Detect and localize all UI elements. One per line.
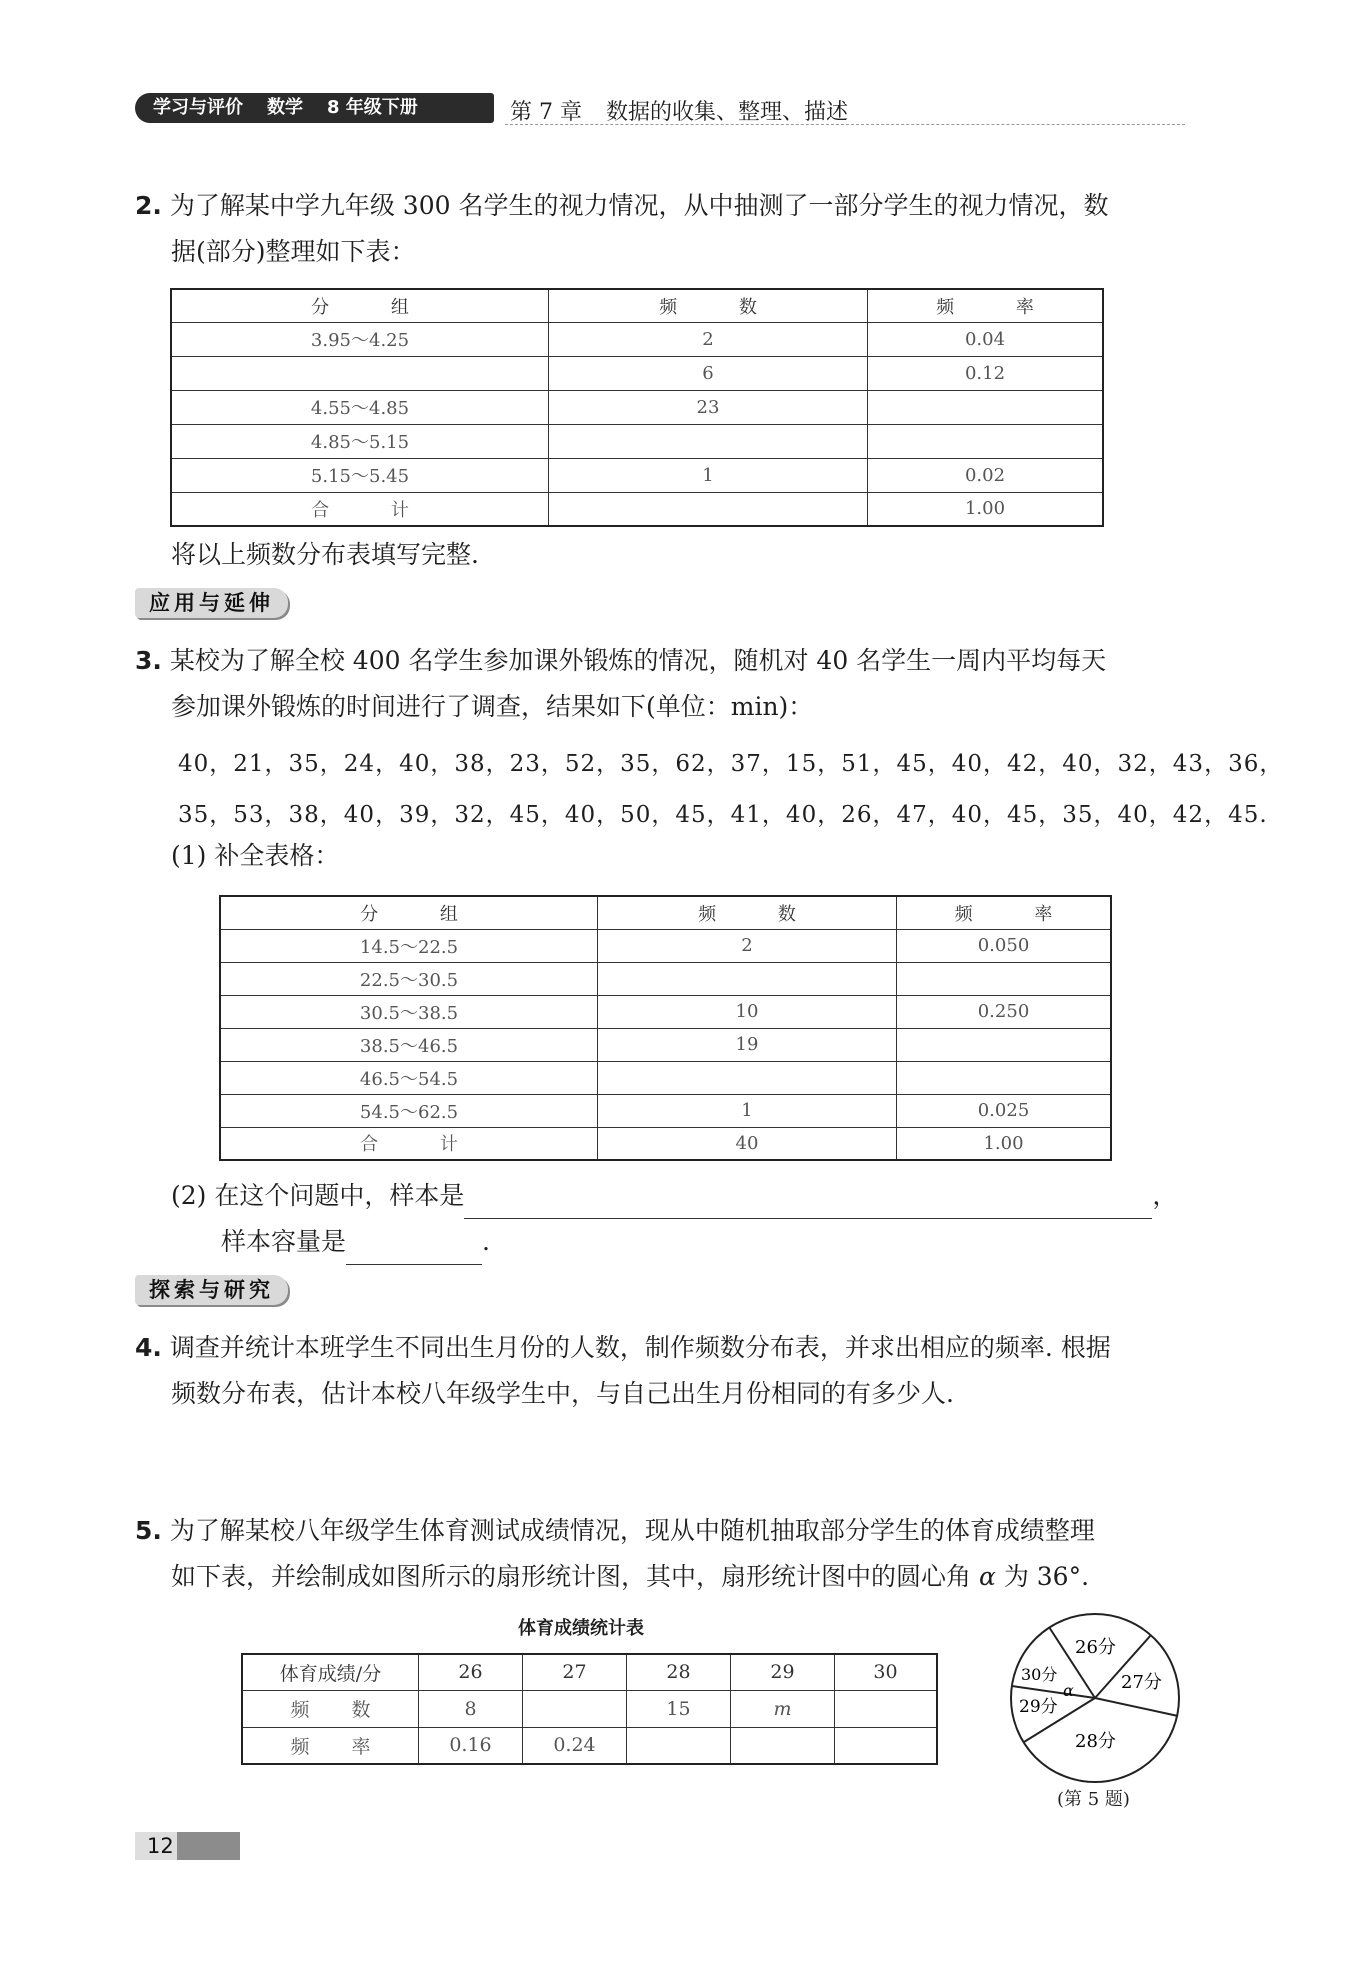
cell-group: 54.5～62.5 (220, 1094, 598, 1127)
q5-line2 (171, 1554, 1089, 1600)
table-total-row (220, 1127, 1111, 1160)
pie-label-29: 29分 (1019, 1697, 1058, 1717)
alpha-symbol: α (978, 1562, 996, 1591)
cell-total-count (549, 492, 868, 526)
q2-number: 2. (135, 191, 162, 220)
header-rate: 频 率 (897, 896, 1112, 929)
q3-sub2-comma: ， (1152, 1181, 1178, 1210)
cell-rate (897, 962, 1112, 995)
table-row (220, 929, 1111, 962)
cell-rate: 0.04 (868, 322, 1104, 356)
pie-label-30: 30分 (1021, 1665, 1058, 1684)
table-row (220, 1094, 1111, 1127)
table-row-rate (242, 1727, 937, 1764)
cell-rate: 0.250 (897, 995, 1112, 1028)
cell-rate-26: 0.16 (419, 1727, 523, 1764)
q5-table-title: 体育成绩统计表 (518, 1618, 644, 1639)
cell-total-rate: 1.00 (868, 492, 1104, 526)
q4-text1: 调查并统计本班学生不同出生月份的人数，制作频数分布表，并求出相应的频率. 根据 (169, 1333, 1111, 1362)
cell-rate (897, 1061, 1112, 1094)
q3-line2: 参加课外锻炼的时间进行了调查，结果如下(单位：min)： (171, 692, 814, 721)
q2-frequency-table (170, 288, 1104, 527)
cell-count-26: 8 (419, 1690, 523, 1727)
cell-group: 3.95～4.25 (171, 322, 549, 356)
q3-line1 (135, 638, 1106, 684)
section-explore-research: 探索与研究 (135, 1275, 288, 1305)
q3-frequency-table (219, 895, 1112, 1161)
table-header-row (171, 289, 1103, 322)
pie-angle-alpha: α (1063, 1681, 1074, 1700)
section-apply-extend: 应用与延伸 (135, 588, 288, 618)
cell-score-26: 26 (419, 1654, 523, 1690)
cell-group: 30.5～38.5 (220, 995, 598, 1028)
header-rate: 频 率 (868, 289, 1104, 322)
cell-count: 10 (598, 995, 897, 1028)
cell-rate-29 (731, 1727, 835, 1764)
cell-count: 1 (598, 1094, 897, 1127)
chapter-number: 第 7 章 (510, 100, 582, 125)
table-row (171, 356, 1103, 390)
cell-group: 4.55～4.85 (171, 390, 549, 424)
cell-group: 5.15～5.45 (171, 458, 549, 492)
q3-number: 3. (135, 646, 162, 675)
header-divider (505, 124, 1185, 125)
q3-sub2-size-prompt: 样本容量是 (221, 1227, 347, 1256)
q5-line1 (135, 1508, 1095, 1554)
table-row (171, 458, 1103, 492)
q4-line2: 频数分布表，估计本校八年级学生中，与自己出生月份相同的有多少人. (171, 1379, 954, 1408)
cell-count-28: 15 (627, 1690, 731, 1727)
cell-rate-label: 频 率 (242, 1727, 419, 1764)
cell-group: 38.5～46.5 (220, 1028, 598, 1061)
q5-text2a: 如下表，并绘制成如图所示的扇形统计图，其中，扇形统计图中的圆心角 (171, 1562, 972, 1591)
q2-instruction: 将以上频数分布表填写完整. (171, 540, 479, 569)
cell-count-30 (835, 1690, 938, 1727)
cell-rate: 0.02 (868, 458, 1104, 492)
cell-count: 23 (549, 390, 868, 424)
q2-line1 (135, 183, 1108, 229)
q3-sub1: (1) 补全表格： (171, 841, 340, 870)
q5-text2b: 为 36°. (1003, 1562, 1090, 1591)
cell-group: 4.85～5.15 (171, 424, 549, 458)
header-count: 频 数 (549, 289, 868, 322)
header-count: 频 数 (598, 896, 897, 929)
table-row (220, 962, 1111, 995)
figure-caption: (第 5 题) (1057, 1789, 1130, 1810)
pie-boundary-27-28 (1095, 1698, 1178, 1716)
q3-data-line2: 35，53，38，40，39，32，45，40，50，45，41，40，26，47，40，45，35，40，42，45. (178, 802, 1268, 828)
table-row (171, 424, 1103, 458)
pie-label-28: 28分 (1075, 1731, 1116, 1752)
cell-rate (868, 424, 1104, 458)
cell-group: 46.5～54.5 (220, 1061, 598, 1094)
cell-count: 1 (549, 458, 868, 492)
chapter-heading (510, 95, 872, 126)
cell-group (171, 356, 549, 390)
q2-text1: 为了解某中学九年级 300 名学生的视力情况，从中抽测了一部分学生的视力情况，数 (169, 191, 1109, 220)
book-grade: 8 年级下册 (327, 97, 418, 118)
table-row (220, 1028, 1111, 1061)
cell-count-label: 频 数 (242, 1690, 419, 1727)
cell-group: 22.5～30.5 (220, 962, 598, 995)
pie-label-27: 27分 (1121, 1672, 1162, 1693)
table-row (220, 995, 1111, 1028)
pie-label-26: 26分 (1075, 1637, 1116, 1658)
q5-text1: 为了解某校八年级学生体育测试成绩情况，现从中随机抽取部分学生的体育成绩整理 (169, 1516, 1095, 1545)
cell-score-label: 体育成绩/分 (242, 1654, 419, 1690)
cell-count (598, 1061, 897, 1094)
cell-rate (897, 1028, 1112, 1061)
table-row-count (242, 1690, 937, 1727)
header-group: 分 组 (171, 289, 549, 322)
q3-sub2-line1 (171, 1173, 1177, 1219)
cell-total-label: 合 计 (220, 1127, 598, 1160)
table-header-row (220, 896, 1111, 929)
q4-line1 (135, 1325, 1111, 1371)
cell-group: 14.5～22.5 (220, 929, 598, 962)
cell-count-29: m (731, 1690, 835, 1727)
cell-count (598, 962, 897, 995)
cell-score-30: 30 (835, 1654, 938, 1690)
table-row (171, 390, 1103, 424)
q5-score-table (241, 1653, 938, 1765)
q3-sub2-line2 (221, 1219, 490, 1265)
q3-data-line1: 40，21，35，24，40，38，23，52，35，62，37，15，51，45，40，42，40，32，43，36， (178, 751, 1284, 777)
table-row (220, 1061, 1111, 1094)
table-total-row (171, 492, 1103, 526)
cell-rate-30 (835, 1727, 938, 1764)
book-title-badge (135, 93, 494, 123)
header-group: 分 组 (220, 896, 598, 929)
q3-text1: 某校为了解全校 400 名学生参加课外锻炼的情况，随机对 40 名学生一周内平均每天 (169, 646, 1107, 675)
cell-count: 2 (549, 322, 868, 356)
q3-sub2-period: . (482, 1227, 490, 1256)
cell-total-label: 合 计 (171, 492, 549, 526)
q4-number: 4. (135, 1333, 162, 1362)
cell-rate-27: 0.24 (523, 1727, 627, 1764)
cell-rate: 0.12 (868, 356, 1104, 390)
cell-count: 2 (598, 929, 897, 962)
sample-answer-blank[interactable] (464, 1190, 1152, 1219)
book-name: 学习与评价 (153, 97, 243, 118)
sample-size-blank[interactable] (346, 1236, 482, 1265)
table-row-score (242, 1654, 937, 1690)
cell-count: 19 (598, 1028, 897, 1061)
cell-score-27: 27 (523, 1654, 627, 1690)
book-subject: 数学 (267, 97, 303, 118)
cell-rate-28 (627, 1727, 731, 1764)
cell-score-29: 29 (731, 1654, 835, 1690)
chapter-title: 数据的收集、整理、描述 (605, 100, 848, 125)
cell-rate: 0.050 (897, 929, 1112, 962)
cell-count-27 (523, 1690, 627, 1727)
cell-score-28: 28 (627, 1654, 731, 1690)
cell-count (549, 424, 868, 458)
q5-number: 5. (135, 1516, 162, 1545)
cell-total-rate: 1.00 (897, 1127, 1112, 1160)
q2-line2: 据(部分)整理如下表： (171, 237, 416, 266)
table-row (171, 322, 1103, 356)
cell-total-count: 40 (598, 1127, 897, 1160)
cell-rate: 0.025 (897, 1094, 1112, 1127)
sector-pie-chart (1005, 1608, 1190, 1793)
page-number: 12 (135, 1832, 240, 1860)
cell-rate (868, 390, 1104, 424)
q3-sub2-prompt: (2) 在这个问题中，样本是 (171, 1181, 465, 1210)
cell-count: 6 (549, 356, 868, 390)
